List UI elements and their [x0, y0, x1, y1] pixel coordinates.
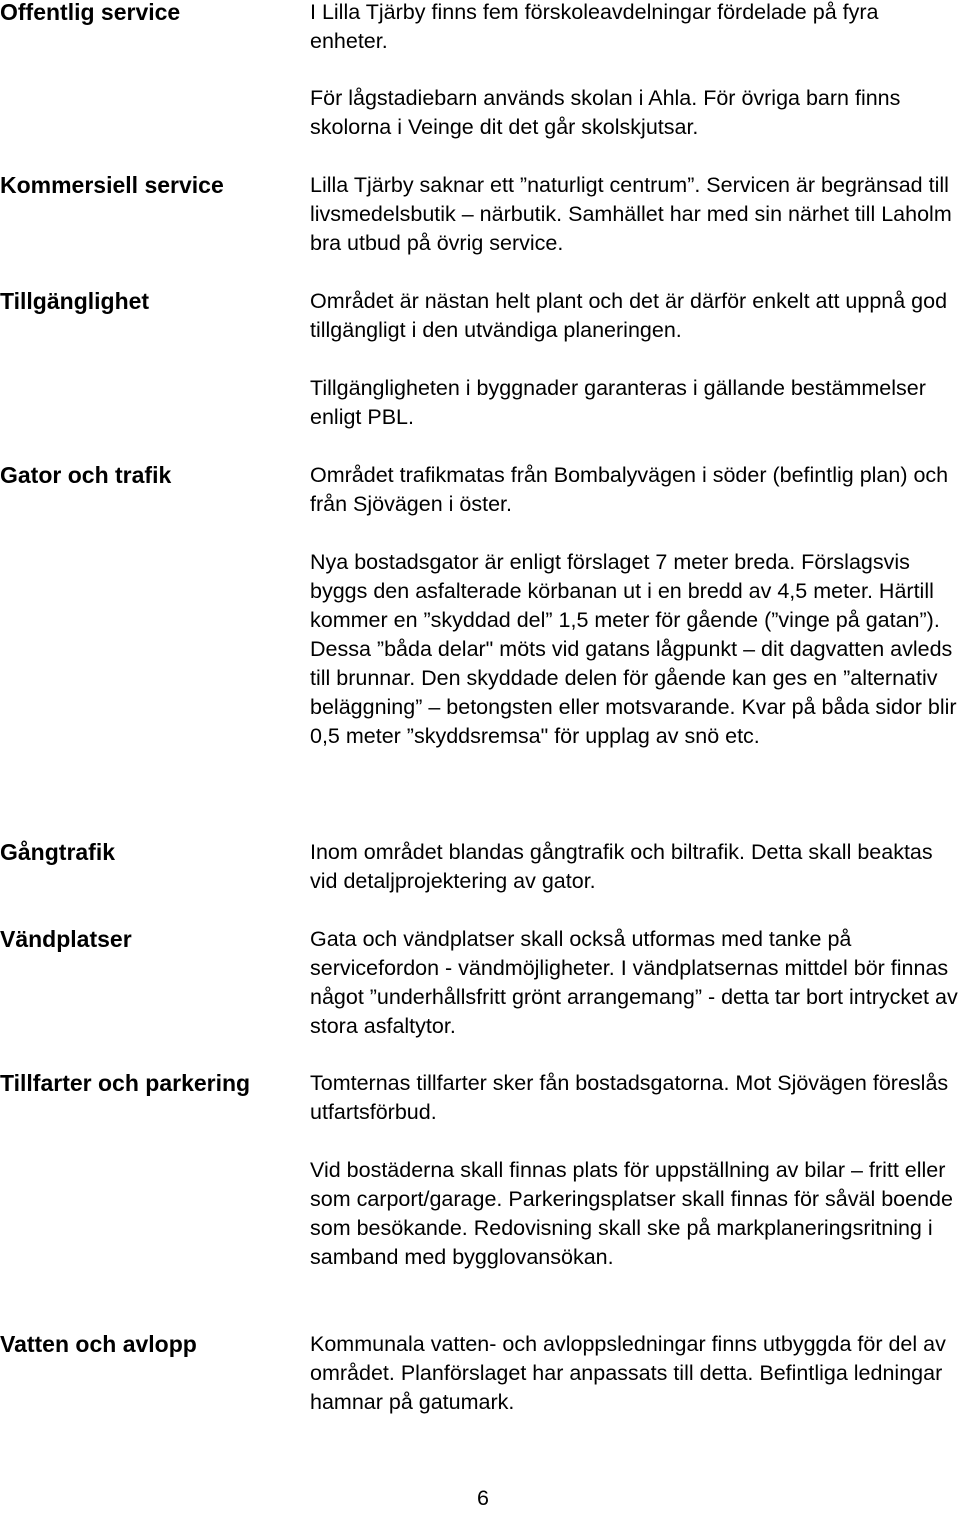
heading-tillganglighet: Tillgänglighet: [0, 288, 150, 314]
heading-gangtrafik: Gångtrafik: [0, 839, 116, 865]
paragraph-offentlig-service-2: För lågstadiebarn används skolan i Ahla. För övriga barn finns skolorna i Veinge dit det går skolskjutsar.: [310, 86, 901, 139]
heading-kommersiell-service: Kommersiell service: [0, 172, 224, 198]
paragraph-gator-och-trafik-2: Nya bostadsgator är enligt förslaget 7 meter breda. Förslagsvis byggs den asfalterade körbanan ut i en bredd av 4,5 meter. Härtill kommer en ”skyddad del” 1,5 meter för gående (”vinge på gatan”). Dessa ”båda delar" möts vid gatans lågpunkt – dit dagvatten avleds till brunnar. Den skyddade delen för gående kan ges en ”alternativ beläggning” – betongsten eller motsvarande. Kvar på båda sidor blir 0,5 meter ”skyddsremsa" för upplag av snö etc.: [310, 550, 957, 748]
heading-gator-och-trafik: Gator och trafik: [0, 462, 172, 488]
heading-offentlig-service: Offentlig service: [0, 0, 181, 25]
paragraph-tillfarter-och-parkering-2: Vid bostäderna skall finnas plats för uppställning av bilar – fritt eller som carport/garage. Parkeringsplatser skall finnas för såväl boende som besökande. Redovisning skall ske på markplaneringsritning i samband med bygglovansökan.: [310, 1158, 953, 1269]
paragraph-tillganglighet-1: Området är nästan helt plant och det är därför enkelt att uppnå god tillgängligt i den utvändiga planeringen.: [310, 289, 948, 342]
heading-tillfarter-och-parkering: Tillfarter och parkering: [0, 1070, 251, 1096]
paragraph-gangtrafik-1: Inom området blandas gångtrafik och biltrafik. Detta skall beaktas vid detaljprojektering av gator.: [310, 840, 933, 893]
paragraph-offentlig-service-1: I Lilla Tjärby finns fem förskoleavdelningar fördelade på fyra enheter.: [310, 0, 879, 53]
paragraph-kommersiell-service-1: Lilla Tjärby saknar ett ”naturligt centrum”. Servicen är begränsad till livsmedelsbutik – närbutik. Samhället har med sin närhet till Laholm bra utbud på övrig service.: [310, 173, 952, 255]
paragraph-tillfarter-och-parkering-1: Tomternas tillfarter sker fån bostadsgatorna. Mot Sjövägen föreslås utfartsförbud.: [310, 1071, 949, 1124]
heading-vandplatser: Vändplatser: [0, 926, 132, 952]
paragraph-tillganglighet-2: Tillgängligheten i byggnader garanteras i gällande bestämmelser enligt PBL.: [310, 376, 926, 429]
paragraph-gator-och-trafik-1: Området trafikmatas från Bombalyvägen i söder (befintlig plan) och från Sjövägen i öster.: [310, 463, 949, 516]
page-number: 6: [477, 1486, 489, 1510]
heading-vatten-och-avlopp: Vatten och avlopp: [0, 1331, 197, 1357]
paragraph-vatten-och-avlopp-1: Kommunala vatten- och avloppsledningar finns utbyggda för del av området. Planförslaget har anpassats till detta. Befintliga ledningar hamnar på gatumark.: [310, 1332, 946, 1414]
paragraph-vandplatser-1: Gata och vändplatser skall också utformas med tanke på servicefordon - vändmöjligheter. I vändplatsernas mittdel bör finnas något ”underhållsfritt grönt arrangemang” - detta tar bort intrycket av stora asfaltytor.: [310, 927, 958, 1038]
